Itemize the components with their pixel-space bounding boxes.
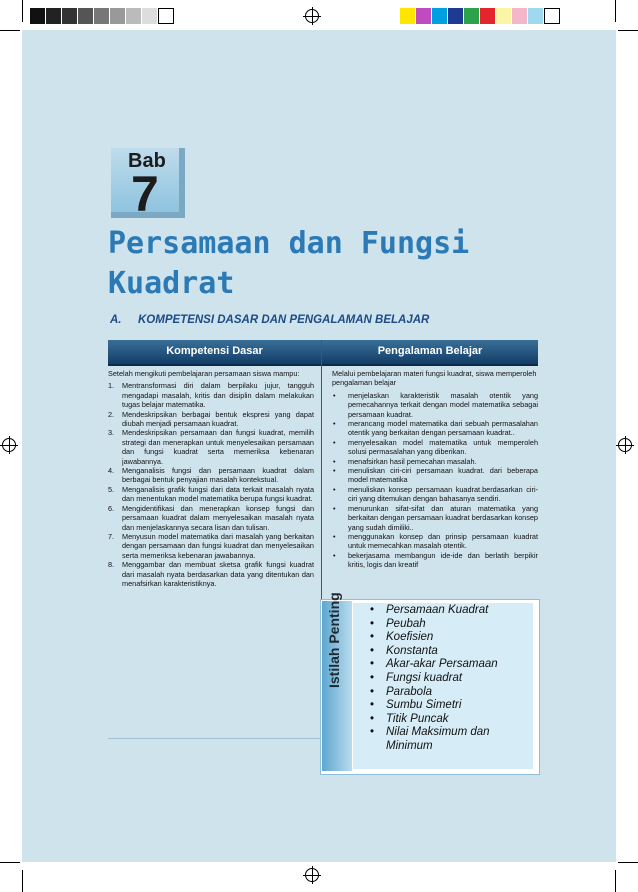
list-item: • menggunakan konsep dan prinsip persamaan kuadrat untuk memecahkan masalah otentik. — [333, 531, 538, 551]
istilah-terms-list — [370, 604, 536, 754]
list-item: • Konstanta — [370, 644, 438, 657]
list-item: • menjelaskan karakteristik masalah otentik yang pemecahannya terkait dengan model matematika sebagai persamaan kuadrat. — [333, 390, 538, 419]
kompetensi-intro: Setelah mengikuti pembelajaran persamaan siswa mampu: — [108, 369, 300, 378]
table-header — [108, 340, 538, 366]
list-item: • Parabola — [370, 685, 433, 698]
crop-mark — [615, 870, 616, 892]
registration-mark-icon — [305, 868, 319, 882]
kompetensi-list — [108, 381, 314, 588]
list-item: 4. Menganalisis fungsi dan persamaan kuadrat dalam berbagai bentuk penyajian masalah kontekstual. — [108, 466, 314, 485]
crop-mark — [615, 0, 616, 22]
chapter-title-line1: Persamaan dan Fungsi — [108, 226, 470, 261]
istilah-penting-label: Istilah Penting — [326, 592, 342, 688]
grayscale-calibration-bar — [30, 8, 174, 24]
list-item: • Akar-akar Persamaan — [370, 658, 498, 671]
color-calibration-bar — [400, 8, 560, 24]
list-item: • bekerjasama membangun ide-ide dan berlatih berpikir kritis, logis dan kreatif — [333, 550, 538, 570]
list-item: 3. Mendeskripsikan persamaan dan fungsi kuadrat, memilih strategi dan menerapkan untuk menyelesaikan persamaan dan fungsi kuadrat serta memeriksa kebenaran jawabannya. — [108, 428, 314, 466]
kompetensi-column — [108, 369, 314, 588]
list-item: 7. Menyusun model matematika dari masalah yang berkaitan dengan persamaan dan fungsi kuadrat dan menyelesaikan serta memeriksa kebenaran jawabannya. — [108, 531, 314, 560]
chapter-word: Bab — [128, 150, 166, 172]
column-divider — [321, 340, 322, 640]
crop-mark — [618, 862, 638, 863]
crop-mark — [0, 862, 20, 863]
registration-mark-icon — [2, 438, 16, 452]
list-item: 8. Menggambar dan membuat sketsa grafik fungsi kuadrat dari masalah nyata berdasarkan data yang ditentukan dan menafsirkan karakteristiknya. — [108, 560, 314, 588]
list-item: • Fungsi kuadrat — [370, 671, 463, 684]
pengalaman-list — [332, 391, 538, 570]
pengalaman-intro: Melalui pembelajaran materi fungsi kuadrat, siswa memperoleh pengalaman belajar — [332, 369, 537, 388]
crop-mark — [618, 30, 638, 31]
chapter-title-line2: Kuadrat — [108, 266, 235, 301]
list-item: • menafsirkan hasil pemecahan masalah. — [333, 456, 477, 466]
list-item: • merancang model matematika dari sebuah permasalahan otentik yang berkaitan dengan persamaan kuadrat.. — [333, 419, 538, 438]
bottom-rule — [108, 738, 320, 739]
section-title: KOMPETENSI DASAR DAN PENGALAMAN BELAJAR — [138, 314, 430, 326]
pengalaman-column — [332, 369, 538, 570]
crop-mark — [22, 870, 23, 892]
list-item: 1. Mentransformasi diri dalam berpilaku jujur, tangguh mengadapi masalah, kritis dan disiplin dalam melakukan tugas belajar matematika. — [108, 381, 314, 410]
section-heading — [110, 314, 429, 326]
list-item: • menurunkan sifat-sifat dan aturan matematika yang berkaitan dengan persamaan kuadrat berdasarkan konsep yang sudah dimiliki.. — [333, 503, 538, 532]
chapter-number: 7 — [131, 166, 159, 222]
list-item: 6. Mengidentifikasi dan menerapkan konsep fungsi dan persamaan kuadrat dalam menyelesaikan masalah nyata dan menjelaskannya secara lisan dan tulisan. — [108, 503, 314, 532]
list-item: • Nilai Maksimum dan Minimum — [370, 726, 490, 752]
crop-mark — [22, 0, 23, 22]
list-item: • Sumbu Simetri — [370, 699, 462, 712]
chapter-title — [108, 224, 528, 304]
list-item: • Persamaan Kuadrat — [370, 604, 489, 616]
list-item: • menuliskan konsep persamaan kuadrat.berdasarkan ciri-ciri yang ditemukan dengan bahasanya sendiri. — [333, 484, 538, 504]
column-header-pengalaman: Pengalaman Belajar — [377, 345, 483, 357]
crop-mark — [0, 30, 20, 31]
column-header-kompetensi: Kompetensi Dasar — [166, 345, 263, 357]
list-item: • menyelesaikan model matematika untuk memperoleh solusi permasalahan yang diberikan. — [333, 437, 538, 457]
list-item: • menuliskan ciri-ciri persamaan kuadrat. dari beberapa model matematika — [333, 466, 538, 485]
list-item: • Koefisien — [370, 631, 434, 644]
list-item: • Titik Puncak — [370, 712, 449, 725]
list-item: 5. Menganalisis grafik fungsi dari data terkait masalah nyata dan menentukan model matematika berupa fungsi kuadrat. — [108, 484, 314, 504]
registration-mark-icon — [618, 438, 632, 452]
list-item: 2. Mendeskripsikan berbagai bentuk ekspresi yang dapat diubah menjadi persamaan kuadrat. — [108, 409, 314, 429]
registration-mark-icon — [305, 9, 319, 23]
list-item: • Peubah — [370, 617, 426, 630]
section-letter: A. — [110, 314, 122, 326]
